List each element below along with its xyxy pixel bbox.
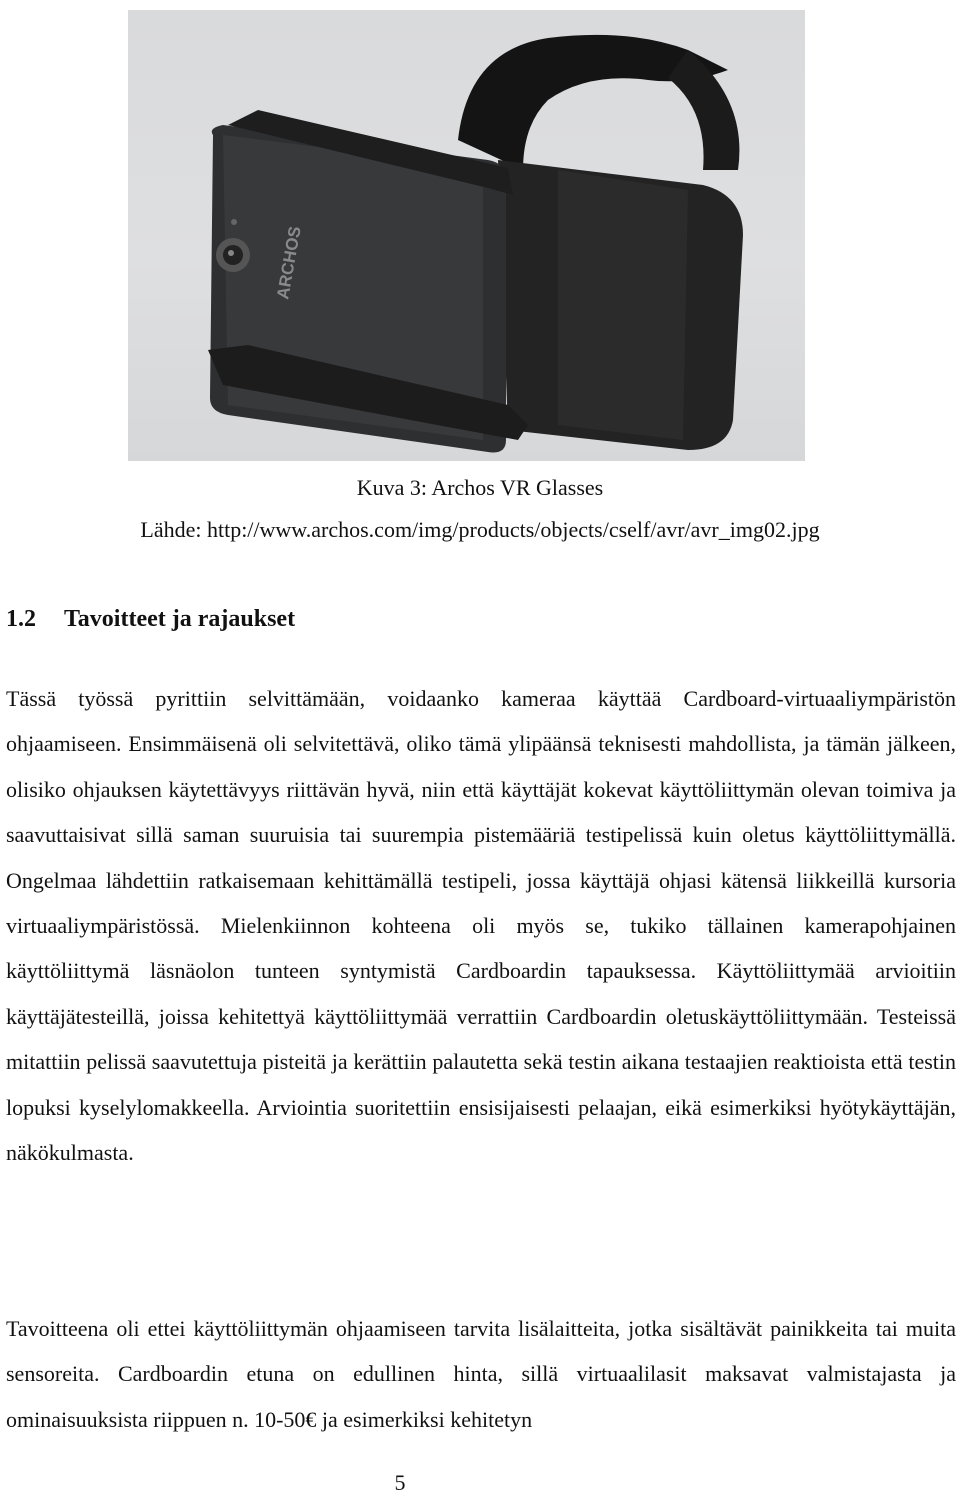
section-heading [6, 606, 295, 633]
brand-text: ARCHOS [273, 224, 305, 301]
paragraph-1: Tässä työssä pyrittiin selvittämään, voidaanko kameraa käyttää Cardboard-virtuaaliympäristön ohjaamiseen. Ensimmäisenä oli selvitettävä, oliko tämä ylipäänsä teknisesti mahdollista, ja tämän jälkeen, olisiko ohjauksen käytettävyys riittävän hyvä, niin että käyttäjät kokevat käyttöliittymän olevan toimiva ja saavuttaisivat sillä saman suuruisia tai suurempia pistemääriä testipelissä kuin oletus käyttöliittymällä. Ongelmaa lähdettiin ratkaisemaan kehittämällä testipeli, jossa käyttäjä ohjasi kätensä liikkeillä kursoria virtuaaliympäristössä. Mielenkiinnon kohteena oli myös se, tukiko tällainen kamerapohjainen käyttöliittymä läsnäolon tunteen syntymistä Cardboardin tapauksessa. Käyttöliittymää arvioitiin käyttäjätesteillä, joissa kehitettyä käyttöliittymää verrattiin Cardboardin oletuskäyttöliittymään. Testeissä mitattiin pelissä saavutettuja pisteitä ja kerättiin palautetta sekä testin aikana testaajien reaktioista että testin lopuksi kyselylomakkeella. Arviointia suoritettiin ensisijaisesti pelaajan, eikä esimerkiksi hyötykäyttäjän, näkökulmasta. [6, 686, 956, 1166]
section-title: Tavoitteet ja rajaukset [64, 606, 296, 632]
figure-source: Lähde: http://www.archos.com/img/products/objects/cself/avr/avr_img02.jpg [140, 517, 820, 542]
page-number: 5 [394, 1470, 406, 1495]
vr-glasses-illustration [128, 10, 805, 461]
product-photo [128, 10, 805, 461]
paragraph-2: Tavoitteena oli ettei käyttöliittymän ohjaamiseen tarvita lisälaitteita, jotka sisältävät painikkeita tai muita sensoreita. Cardboardin etuna on edullinen hinta, sillä virtuaalilasit maksavat valmistajasta ja ominaisuuksista riippuen n. 10-50€ ja esimerkiksi kehitetyn [6, 1316, 956, 1432]
figure-caption: Kuva 3: Archos VR Glasses [356, 475, 604, 500]
section-number: 1.2 [6, 606, 36, 632]
